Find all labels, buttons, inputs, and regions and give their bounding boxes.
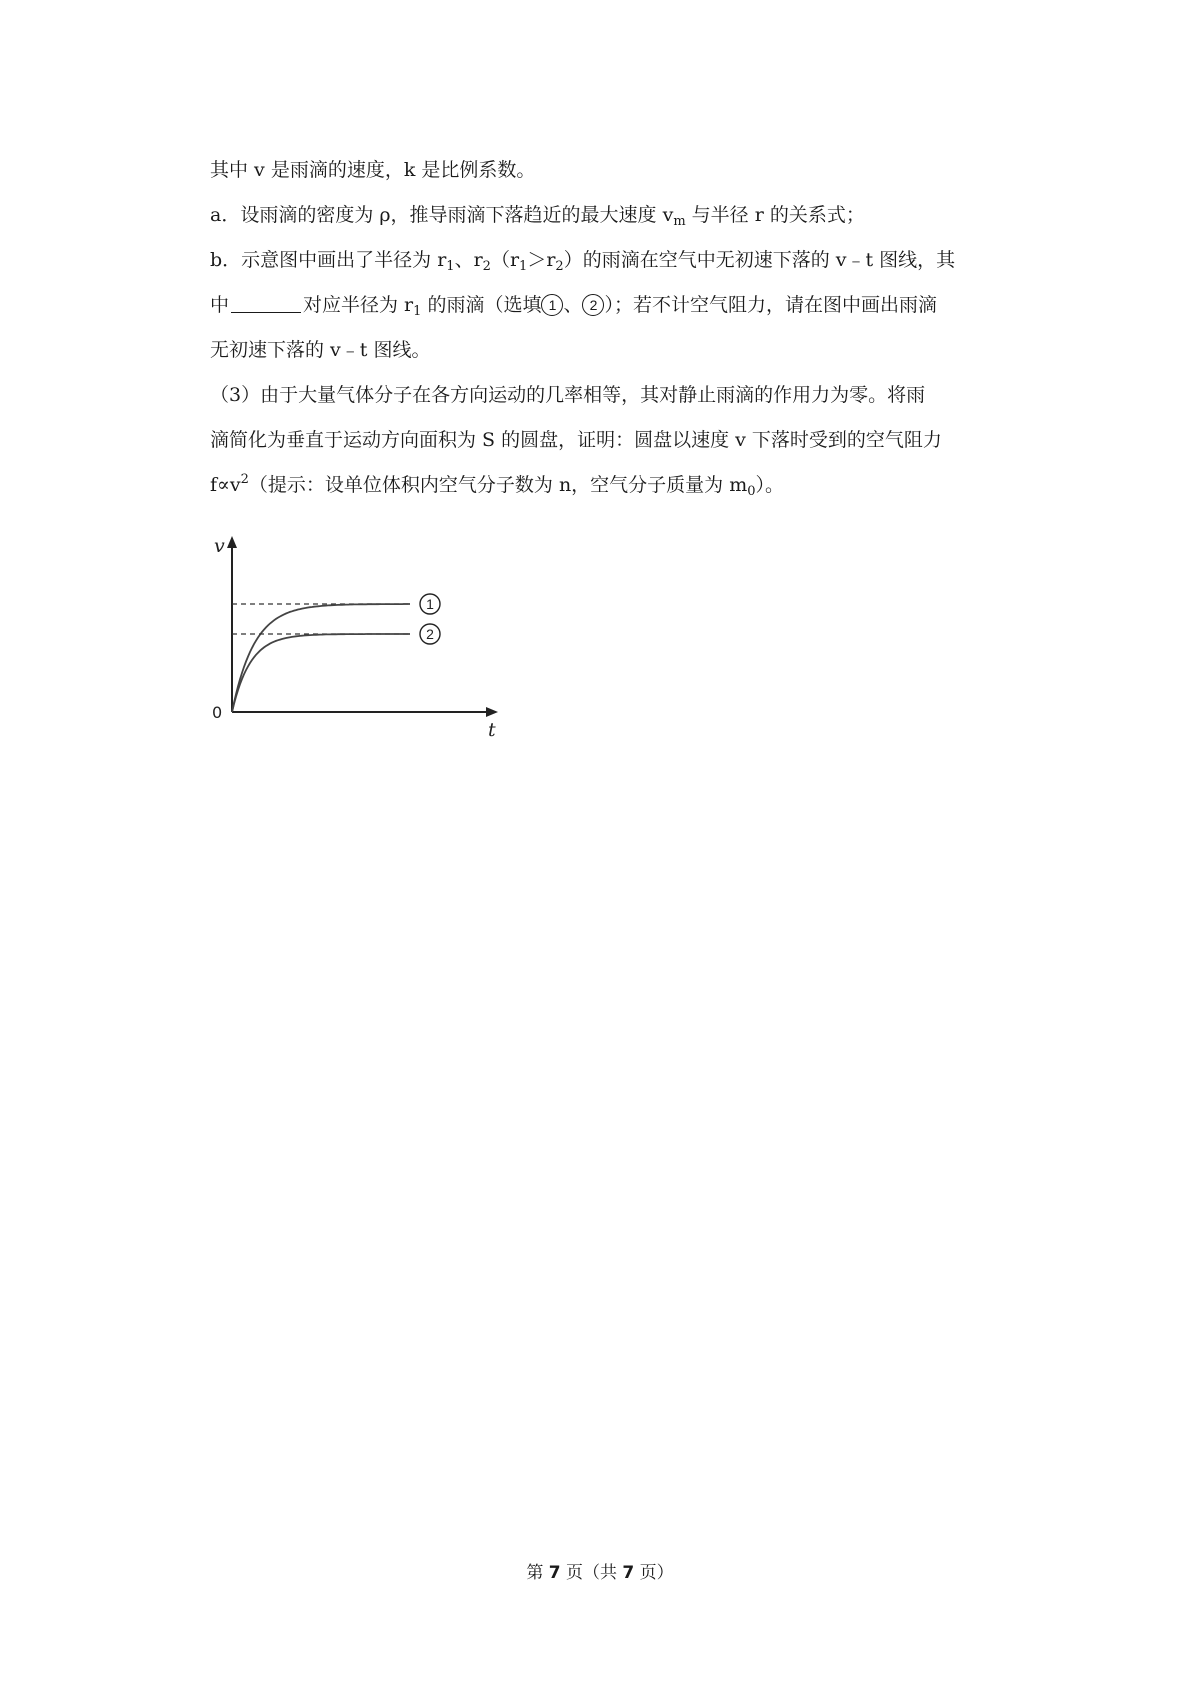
- text-line-3: [210, 373, 1020, 418]
- superscript: 2: [240, 472, 249, 487]
- circled-number-2: 2: [582, 294, 604, 316]
- text-line-a: [210, 193, 1020, 238]
- sentence: ）的雨滴在空气中无初速下落的 v﹣t 图线，其: [563, 249, 956, 271]
- x-axis-arrow: [486, 707, 498, 717]
- subscript: 2: [482, 259, 491, 274]
- sentence: a．设雨滴的密度为 ρ，推导雨滴下落趋近的最大速度 v: [210, 204, 674, 226]
- sentence: 的雨滴（选填: [421, 294, 542, 316]
- page-number: 7: [548, 1563, 561, 1583]
- sentence: 其中 v 是雨滴的速度，k 是比例系数。: [210, 159, 536, 181]
- text-line-1: [210, 148, 1020, 193]
- separator: 、: [563, 294, 583, 316]
- footer-text: 第: [526, 1563, 549, 1583]
- y-axis-arrow: [227, 536, 237, 548]
- series-label: 1: [426, 596, 434, 612]
- sentence: 与半径 r 的关系式；: [685, 204, 865, 226]
- subscript: 1: [413, 304, 422, 319]
- total-pages: 7: [622, 1563, 635, 1583]
- x-axis-label: t: [488, 719, 496, 741]
- question-text: [210, 148, 1020, 508]
- sentence: 、r: [454, 249, 483, 271]
- subscript: m: [673, 214, 686, 229]
- y-axis-label: v: [214, 535, 225, 557]
- footer-text: 页（共: [560, 1563, 623, 1583]
- series-curve: [232, 634, 410, 712]
- sentence: 无初速下落的 v﹣t 图线。: [210, 339, 431, 361]
- sentence: 中: [210, 294, 230, 316]
- sentence: （提示：设单位体积内空气分子数为 n，空气分子质量为 m: [248, 474, 748, 496]
- text-line-b: [210, 238, 1020, 283]
- series-label: 2: [426, 626, 434, 642]
- text-line-3b: [210, 418, 1020, 463]
- sentence: （r: [490, 249, 520, 271]
- circled-number-1: 1: [541, 294, 563, 316]
- vt-graph: [210, 530, 530, 750]
- sentence: f∝v: [210, 474, 241, 496]
- text-line-3c: [210, 463, 1020, 508]
- sentence: 对应半径为 r: [303, 294, 414, 316]
- page-footer: [0, 1558, 1200, 1583]
- answer-blank[interactable]: [231, 294, 301, 313]
- sentence: b．示意图中画出了半径为 r: [210, 249, 447, 271]
- sentence: 滴简化为垂直于运动方向面积为 S 的圆盘，证明：圆盘以速度 v 下落时受到的空气阻力: [210, 429, 942, 451]
- text-line-b3: [210, 328, 1020, 373]
- subscript: 2: [555, 259, 564, 274]
- subscript: 0: [747, 484, 756, 499]
- sentence: ）。: [755, 474, 785, 496]
- footer-text: 页）: [634, 1563, 674, 1583]
- origin-label: 0: [212, 703, 223, 722]
- sentence: ＞r: [527, 249, 556, 271]
- sentence: （3）由于大量气体分子在各方向运动的几率相等，其对静止雨滴的作用力为零。将雨: [210, 384, 926, 406]
- series-curve: [232, 604, 410, 712]
- text-line-b2: [210, 283, 1020, 328]
- sentence: ）；若不计空气阻力，请在图中画出雨滴: [604, 294, 937, 316]
- subscript: 1: [446, 259, 455, 274]
- subscript: 1: [519, 259, 528, 274]
